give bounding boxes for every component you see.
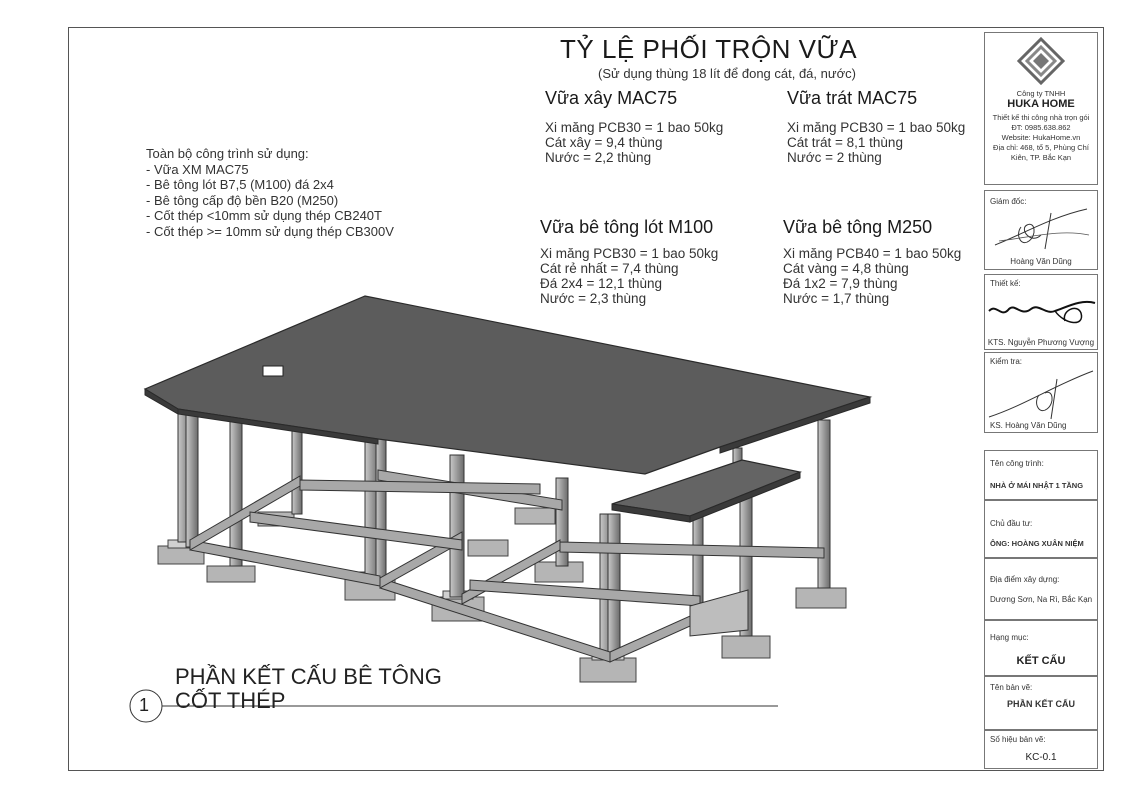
footing — [722, 636, 770, 658]
company-logo-icon — [1017, 37, 1065, 85]
checker-name: KS. Hoàng Văn Dũng — [990, 421, 1067, 430]
scope-item: - Vữa XM MAC75 — [146, 161, 249, 177]
mix-line: Cát vàng = 4,8 thùng — [783, 261, 909, 276]
design-label: Thiết kế: — [990, 279, 1021, 288]
category-label: Hạng mục: — [990, 633, 1029, 642]
mix-heading: Vữa bê tông M250 — [783, 217, 933, 237]
company-name: HUKA HOME — [1007, 98, 1075, 110]
mix-heading: Vữa bê tông lót M100 — [540, 217, 714, 237]
column — [376, 438, 386, 578]
owner-label: Chủ đầu tư: — [990, 519, 1033, 528]
tie-beam — [470, 580, 700, 606]
designer-name: KTS. Nguyễn Phương Vượng — [987, 338, 1095, 347]
code-label: Số hiệu bản vẽ: — [990, 735, 1046, 744]
title-block-location — [984, 558, 1098, 620]
mix-line: Cát rẻ nhất = 7,4 thùng — [540, 261, 679, 276]
check-label: Kiểm tra: — [990, 357, 1023, 366]
mix-line: Cát xây = 9,4 thùng — [545, 135, 663, 150]
slab-opening — [263, 366, 283, 376]
location-value: Dương Sơn, Na Rì, Bắc Kạn — [990, 595, 1093, 604]
mix-heading: Vữa trát MAC75 — [787, 88, 918, 108]
column — [818, 420, 830, 588]
mix-line: Cát trát = 8,1 thùng — [787, 135, 903, 150]
page-subtitle: (Sử dụng thùng 18 lít để đong cát, đá, nước) — [598, 66, 856, 81]
tie-beam — [250, 512, 462, 550]
company-address: Kiên, TP. Bắc Kạn — [1010, 153, 1072, 162]
drawing-caption-line: CỐT THÉP — [175, 688, 286, 713]
mix-line: Xi măng PCB30 = 1 bao 50kg — [540, 246, 719, 261]
company-address: Địa chỉ: 468, tổ 5, Phùng Chí — [993, 143, 1089, 152]
footing — [796, 588, 846, 608]
tie-beam — [300, 480, 540, 494]
title-block-project — [984, 450, 1098, 500]
drawing-caption — [175, 665, 442, 713]
drawing-caption-line: PHẦN KẾT CẤU BÊ TÔNG — [175, 664, 442, 689]
column — [186, 405, 198, 547]
scope-item: - Cốt thép <10mm sử dụng thép CB240T — [146, 208, 382, 223]
scope-item: - Bê tông cấp độ bền B20 (M250) — [146, 192, 339, 208]
title-block-code — [984, 730, 1098, 769]
mix-line: Đá 2x4 = 12,1 thùng — [540, 276, 662, 291]
title-block-designer — [984, 274, 1098, 350]
director-label: Giám đốc: — [990, 197, 1027, 206]
title-block-checker — [984, 352, 1098, 433]
mix-line: Đá 1x2 = 7,9 thùng — [783, 276, 898, 291]
mix-line: Xi măng PCB30 = 1 bao 50kg — [545, 120, 724, 135]
title-block-director — [984, 190, 1098, 270]
title-block-sheet — [984, 676, 1098, 730]
title-block-category — [984, 620, 1098, 676]
mix-line: Nước = 1,7 thùng — [783, 291, 890, 306]
title-block-company — [984, 32, 1098, 185]
scope-heading: Toàn bộ công trình sử dụng: — [146, 146, 309, 161]
title-block-owner — [984, 500, 1098, 558]
company-tagline: Thiết kế thi công nhà trọn gói — [992, 113, 1090, 122]
footing — [468, 540, 508, 556]
checker-signature-icon — [985, 365, 1097, 421]
footing — [515, 508, 555, 524]
mix-line: Nước = 2,2 thùng — [545, 150, 652, 165]
column — [450, 455, 464, 597]
sheet-label: Tên bản vẽ: — [990, 683, 1033, 692]
location-label: Địa điểm xây dựng: — [990, 575, 1060, 584]
designer-signature-icon — [985, 289, 1097, 335]
owner-value: ÔNG: HOÀNG XUÂN NIỆM — [990, 539, 1084, 548]
company-phone: ĐT: 0985.638.862 — [1011, 123, 1071, 132]
code-value: KC-0.1 — [1025, 752, 1057, 763]
sheet-value: PHẦN KẾT CẤU — [1006, 699, 1075, 709]
column — [292, 430, 302, 514]
main-slab-top — [145, 296, 870, 474]
mix-line: Nước = 2 thùng — [787, 150, 882, 165]
page-title: TỶ LỆ PHỐI TRỘN VỮA — [560, 34, 858, 64]
mix-line: Nước = 2,3 thùng — [540, 291, 647, 306]
scope-item: - Bê tông lót B7,5 (M100) đá 2x4 — [146, 177, 334, 192]
category-value: KẾT CẤU — [1016, 655, 1066, 667]
drawing-number: 1 — [139, 695, 150, 715]
project-value: NHÀ Ở MÁI NHẬT 1 TẦNG — [990, 481, 1084, 490]
director-signature-icon — [991, 205, 1091, 253]
column — [556, 478, 568, 566]
column — [608, 514, 620, 658]
director-name: Hoàng Văn Dũng — [1010, 257, 1072, 266]
main-slab — [145, 296, 870, 474]
project-label: Tên công trình: — [990, 459, 1044, 468]
mix-heading: Vữa xây MAC75 — [545, 88, 678, 108]
scope-item: - Cốt thép >= 10mm sử dụng thép CB300V — [146, 223, 394, 239]
column — [230, 418, 242, 566]
company-prefix: Công ty TNHH — [1016, 89, 1066, 98]
mix-line: Xi măng PCB40 = 1 bao 50kg — [783, 246, 962, 261]
mix-line: Xi măng PCB30 = 1 bao 50kg — [787, 120, 966, 135]
footing — [207, 566, 255, 582]
company-website: Website: HukaHome.vn — [1001, 133, 1081, 142]
title-block — [984, 32, 1098, 769]
